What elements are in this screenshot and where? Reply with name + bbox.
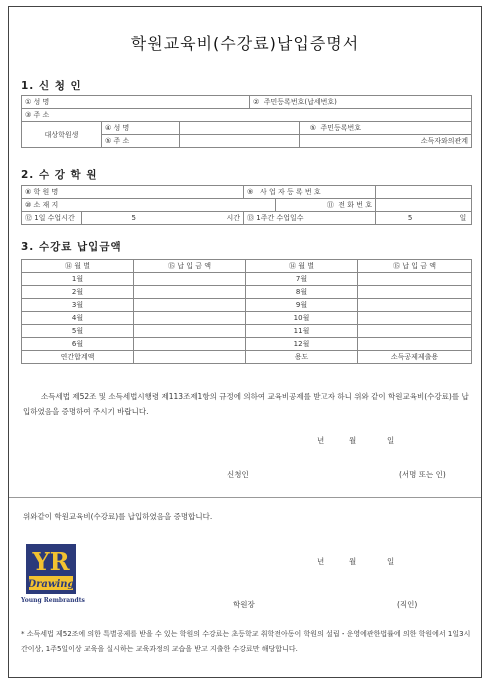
month-cell: 5월 (22, 325, 134, 338)
amount-cell[interactable] (358, 325, 472, 338)
amount-cell[interactable] (134, 325, 246, 338)
student-id-label: ⑤ 주민등록번호 (300, 122, 472, 135)
table-row (22, 273, 472, 286)
table-row (22, 325, 472, 338)
student-name-value[interactable] (180, 122, 300, 135)
amount-cell[interactable] (134, 338, 246, 351)
request-statement: 소득세법 제52조 및 소득세법시행령 제113조제1항의 규정에 의하여 교육비공제를 받고자 하니 위와 같이 학원교육비(수강료)를 납입하였음을 증명하여 주시기 바랍니다. (23, 392, 469, 416)
daily-hours-unit: 시간 (186, 212, 244, 225)
amount-header-left: ⑮ 납 입 금 액 (134, 260, 246, 273)
address-field-label: ③ 주 소 (22, 109, 102, 122)
month-cell: 3월 (22, 299, 134, 312)
date-month: 월 (349, 436, 357, 445)
applicant-label: 신청인 (227, 470, 249, 479)
month-cell: 2월 (22, 286, 134, 299)
certify-statement: 위와같이 학원교육비(수강료)를 납입하였음을 증명합니다. (23, 512, 213, 521)
date-day: 일 (387, 436, 395, 445)
student-name-label: ④ 성 명 (102, 122, 180, 135)
amount-cell[interactable] (134, 286, 246, 299)
table-row (22, 286, 472, 299)
weekly-days-label: ⑬ 1주간 수업일수 (244, 212, 376, 225)
amount-cell[interactable] (358, 299, 472, 312)
annual-total-value[interactable] (134, 351, 246, 364)
id-number-field-label: ② 주민등록번호(납세번호) (250, 96, 472, 109)
name-field-label: ① 성 명 (22, 96, 102, 109)
section-applicant-heading: 1. 신 청 인 (21, 80, 82, 92)
date-year: 년 (317, 557, 325, 566)
amount-header-right: ⑮ 납 입 금 액 (358, 260, 472, 273)
table-row (22, 338, 472, 351)
student-group-label: 대상학원생 (22, 122, 102, 148)
business-number-value[interactable] (376, 186, 472, 199)
director-label: 학원장 (233, 600, 255, 609)
table-row (22, 312, 472, 325)
phone-label: ⑪ 전 화 번 호 (276, 199, 376, 212)
document-title: 학원교육비(수강료)납입증명서 (130, 34, 360, 53)
weekly-days-unit: 일 (459, 214, 467, 222)
divider (9, 497, 481, 498)
date-year: 년 (317, 436, 325, 445)
name-field-value[interactable] (102, 96, 250, 109)
month-cell: 11월 (246, 325, 358, 338)
logo-tagline: Drawing (27, 579, 75, 590)
phone-value[interactable] (376, 199, 472, 212)
amount-cell[interactable] (134, 299, 246, 312)
weekly-days-cell[interactable] (376, 212, 472, 225)
month-cell: 8월 (246, 286, 358, 299)
weekly-days-value: 5 (407, 214, 413, 222)
amount-cell[interactable] (358, 273, 472, 286)
date-month: 월 (349, 557, 357, 566)
daily-hours-value[interactable]: 5 (82, 212, 186, 225)
business-number-label: ⑨ 사 업 자 등 록 번 호 (244, 186, 376, 199)
footnote: * 소득세법 제52조에 의한 특별공제를 받을 수 있는 학원의 수강료는 초등학교 취학전아동이 학원의 설립・운영에관한법률에 의한 학원에서 1일3시간이상, 1주5일이상 교육을 실시하는 교육과정의 교습을 받고 지출한 수강료만 해당합니다. (21, 630, 471, 653)
logo-letters: YR (32, 547, 70, 576)
table-row (22, 299, 472, 312)
location-field[interactable]: ⑩ 소 재 지 (22, 199, 276, 212)
amount-cell[interactable] (358, 286, 472, 299)
month-cell: 7월 (246, 273, 358, 286)
month-cell: 9월 (246, 299, 358, 312)
student-address-value[interactable] (180, 135, 300, 148)
amount-cell[interactable] (134, 312, 246, 325)
month-cell: 6월 (22, 338, 134, 351)
month-header-left: ⑭ 월 별 (22, 260, 134, 273)
amount-cell[interactable] (358, 338, 472, 351)
amount-cell[interactable] (358, 312, 472, 325)
purpose-label: 용도 (246, 351, 358, 364)
academy-table (21, 185, 472, 225)
month-cell: 4월 (22, 312, 134, 325)
month-cell: 10월 (246, 312, 358, 325)
month-cell: 12월 (246, 338, 358, 351)
logo-caption: Young Rembrandts (21, 597, 85, 604)
section-academy-heading: 2. 수 강 학 원 (21, 169, 98, 181)
student-address-label: ⑤ 주 소 (102, 135, 180, 148)
certificate-page (8, 6, 482, 678)
director-seal-label: (직인) (397, 600, 418, 609)
applicant-table (21, 95, 472, 148)
section-payment-heading: 3. 수강료 납입금액 (21, 241, 122, 253)
annual-total-label: 연간합계액 (22, 351, 134, 364)
applicant-signature-label: (서명 또는 인) (399, 470, 446, 479)
young-rembrandts-logo (25, 543, 77, 595)
amount-cell[interactable] (134, 273, 246, 286)
purpose-value: 소득공제제출용 (358, 351, 472, 364)
month-header-right: ⑭ 월 별 (246, 260, 358, 273)
relation-label: 소득자와의관계 (300, 135, 472, 148)
daily-hours-label: ⑫ 1일 수업시간 (22, 212, 82, 225)
academy-name-field[interactable]: ⑧ 학 원 명 (22, 186, 244, 199)
month-cell: 1월 (22, 273, 134, 286)
address-field-value[interactable] (102, 109, 472, 122)
date-day: 일 (387, 557, 395, 566)
payment-table (21, 259, 472, 364)
